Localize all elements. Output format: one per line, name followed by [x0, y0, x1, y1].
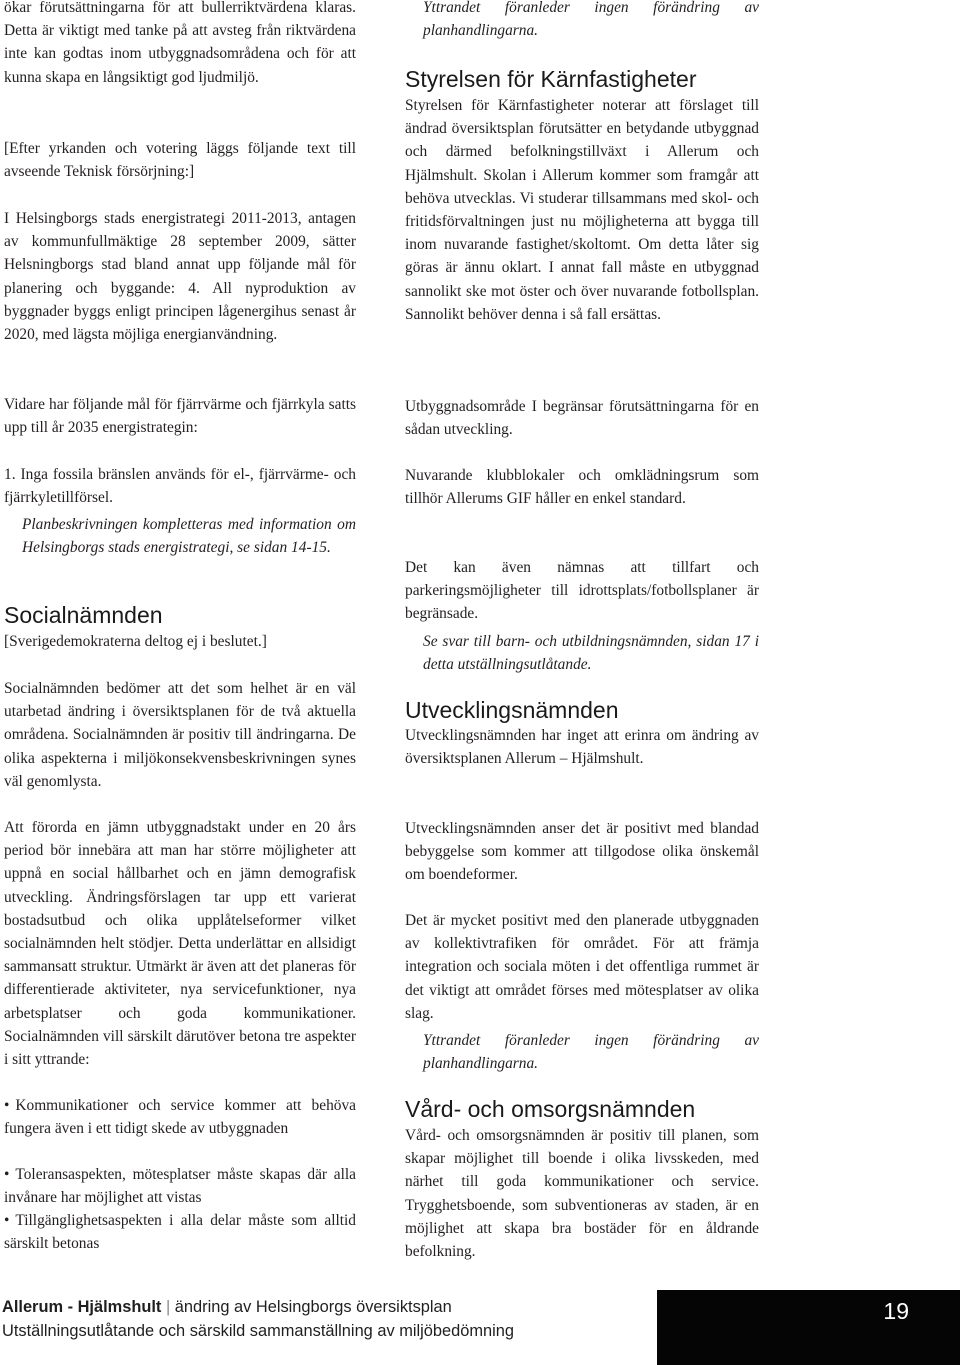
paragraph-social-assessment: Socialnämnden bedömer att det som helhet är en väl utarbetad ändring i översiktsplanen för de två aktuella områdena. Socialnämnden är positiv till ändringarna. De olika aspekterna i miljökonsekvensbeskrivningen synes väl genomlysta.: [4, 680, 356, 790]
paragraph-karnfastigheter: Styrelsen för Kärnfastigheter noterar att förslaget till ändrad översiktsplan förutsätter en betydande utbyggnad och därmed befolkningstillväxt i Allerum och Hjälmshult. Skolan i Allerum kommer som framgår att behöva utvecklas. Vi studerar tillsammans med skol- och fritidsförvaltningen just nu möjligheterna att bygga till inom nuvarande fastighet/skoltomt. Om detta låter sig göras är ännu oklart. I annat fall måste en utbyggnad sannolikt ske mot öster och över nuvarande fotbollsplan. Sannolikt behöver denna i så fall ersättas.: [405, 97, 759, 323]
response-energy-strategy: Planbeskrivningen kompletteras med information om Helsingborgs stads energistrategi, se sidan 14-15.: [22, 516, 356, 557]
paragraph-parkering: Det kan även nämnas att tillfart och parkeringsmöjligheter till idrottsplats/fotbollsplaner är begränsade.: [405, 559, 759, 623]
heading-utvecklingsnamnden: Utvecklingsnämnden: [405, 697, 619, 723]
footer-title-bold: Allerum - Hjälmshult: [2, 1298, 162, 1316]
bullet-text: Kommunikationer och service kommer att behöva fungera även i ett tidigt skede av utbyggnaden: [4, 1097, 356, 1138]
footer: [2, 1296, 652, 1343]
footer-title-rest: ändring av Helsingborgs översiktsplan: [174, 1298, 452, 1316]
paragraph-utveckling-2: Utvecklingsnämnden anser det är positivt med blandad bebyggelse som kommer att tillgodose olika önskemål om boendeformer.: [405, 820, 759, 884]
paragraph-district-heating-goal: Vidare har följande mål för fjärrvärme och fjärrkyla satts upp till år 2035 energistrategin:: [4, 396, 356, 437]
footer-subtitle: Utställningsutlåtande och särskild sammanställning av miljöbedömning: [2, 1321, 515, 1340]
heading-karnfastigheter: Styrelsen för Kärnfastigheter: [405, 66, 697, 92]
bullet-text: Tillgänglighetsaspekten i alla delar måste som alltid särskilt betonas: [4, 1212, 356, 1253]
paragraph-klubblokaler: Nuvarande klubblokaler och omklädningsrum som tillhör Allerums GIF håller en enkel standard.: [405, 467, 759, 508]
paragraph-utveckling-1: Utvecklingsnämnden har inget att erinra om ändring av översiktsplanen Allerum – Hjälmshult.: [405, 727, 759, 768]
footer-title: [2, 1296, 652, 1320]
paragraph-vard-omsorg: Vård- och omsorgsnämnden är positiv till planen, som skapar möjlighet till boende i olika livsskeden, med närhet till goda kommunikationer och service. Trygghetsboende, som subventioneras av staden, är en möjlighet att skapa bra bostäder för en åldrande befolkning.: [405, 1127, 759, 1261]
page-number-box: [657, 1290, 960, 1365]
paragraph-fossil-goal: 1. Inga fossila bränslen används för el-, fjärrvärme- och fjärrkyletillförsel.: [4, 466, 356, 507]
paragraph-utbyggnadsomrade: Utbyggnadsområde I begränsar förutsättningarna för en sådan utveckling.: [405, 398, 759, 439]
page-number: 19: [883, 1298, 909, 1324]
bullet-text: Toleransaspekten, mötesplatser måste skapas där alla invånare har möjlighet att vistas: [4, 1166, 356, 1207]
bullet-item: [4, 1094, 356, 1140]
paragraph-energy-strategy: I Helsingborgs stads energistrategi 2011-2013, antagen av kommunfullmäktige 28 september 2009, sätter Helsningborgs stad bland annat upp följande mål för planering och byggande: 4. All nyproduktion av byggnader byggs enligt principen lågenergihus senast år 2020, med lägsta möjliga energianvändning.: [4, 210, 356, 344]
paragraph-utveckling-3: Det är mycket positivt med den planerade utbyggnaden av kollektivtrafiken för området. För att främja integration och sociala möten i det offentliga rummet är det viktigt att området förses med mötesplatser av olika slag.: [405, 912, 759, 1022]
response-no-change-2: Yttrandet föranleder ingen förändring av planhandlingarna.: [423, 1032, 759, 1073]
response-barn-utbildning: Se svar till barn- och utbildningsnämnden, sidan 17 i detta utställningsutlåtande.: [423, 633, 759, 674]
bullet-icon: •: [4, 1097, 10, 1114]
bullet-icon: •: [4, 1212, 10, 1229]
bullet-item: [4, 1163, 356, 1209]
response-no-change: Yttrandet föranleder ingen förändring av planhandlingarna.: [423, 0, 759, 40]
bullet-icon: •: [4, 1166, 10, 1183]
paragraph-noise-intro: ökar förutsättningarna för att bullerriktvärdena klaras. Detta är viktigt med tanke på att avsteg från riktvärdena inte kan godtas inom utbyggnadsområdena och för att kunna skapa en långsiktigt god ljudmiljö.: [4, 0, 356, 86]
paragraph-amendment-note: [Efter yrkanden och votering läggs följande text till avseende Teknisk försörjning:]: [4, 140, 356, 181]
bullet-item: [4, 1209, 356, 1255]
paragraph-social-aspects: Att förorda en jämn utbyggnadstakt under en 20 års period bör innebära att man har större möjligheter att uppnå en social hållbarhet och en jämn demografisk utveckling. Ändringsförslagen tar upp ett varierat bostadsutbud och olika upplåtelseformer vilket socialnämnden helt stödjer. Detta underlättar en allsidigt sammansatt struktur. Utmärkt är även att det planeras för differentierade aktiviteter, nya servicefunktioner, nya arbetsplatser och goda kommunikationer. Socialnämnden vill särskilt därutöver betona tre aspekter i sitt yttrande:: [4, 819, 356, 1069]
paragraph-sd-note: [Sverigedemokraterna deltog ej i beslutet.]: [4, 633, 267, 650]
footer-separator: |: [165, 1298, 171, 1316]
heading-socialnamnden: Socialnämnden: [4, 602, 163, 628]
heading-vard-omsorg: Vård- och omsorgsnämnden: [405, 1096, 696, 1122]
